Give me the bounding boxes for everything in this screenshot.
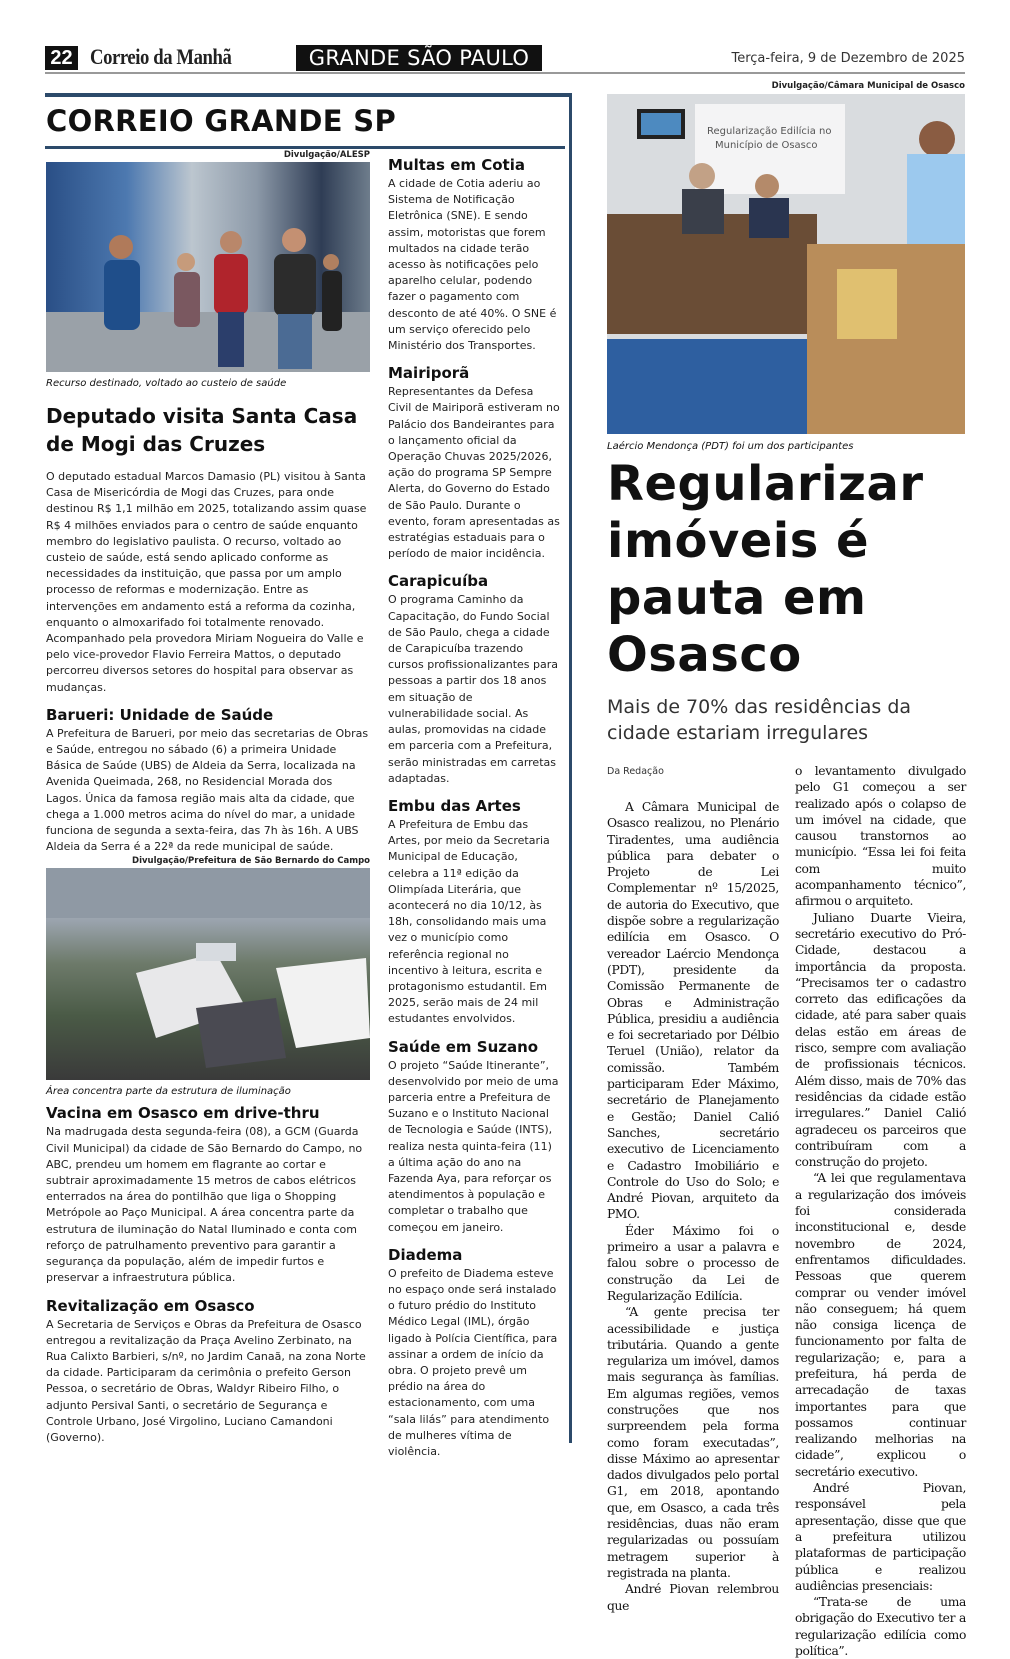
article-paragraph: “A gente precisa ter acessibilidade e justiça tributária. Quando a gente regulariza um imóvel, damos mais segurança às famílias. Em algumas regiões, vemos construções que nos surpreendem pela forma como foram executadas”, disse Máximo ao apresentar dados divulgados pelo portal G1, em 2018, apontando que, em Osasco, a cada três residências, duas não eram regularizadas ou possuíam metragem superior à registrada na planta. xyxy=(607,1305,779,1580)
vacina-body: Na madrugada desta segunda-feira (08), a GCM (Guarda Civil Municipal) da cidade de São Bernardo do Campo, no ABC, prendeu um homem em flagrante ao cortar e subtrair aproximadamente 15 metros de cabos elétricos enterrados na área do pontilhão que liga o Shopping Metrópole ao Paço Municipal. A área concentra parte da estrutura de iluminação do Natal Iluminado e conta com reforço de patrulhamento preventivo para garantir a segurança da população, além de impedir furtos e preservar a infraestrutura pública. xyxy=(46,1125,363,1285)
main-deck: Mais de 70% das residências da cidade estariam irregulares xyxy=(607,696,912,744)
photo-natal-iluminado xyxy=(46,868,370,1080)
brief-body: A cidade de Cotia aderiu ao Sistema de Notificação Eletrônica (SNE). E sendo assim, motoristas que forem multados na cidade terão acesso às notificações pelo aparelho celular, podendo fazer o pagamento com desconto de até 40%. O SNE é um serviço oferecido pelo Ministério dos Transportes. xyxy=(388,177,557,353)
vacina-title: Vacina em Osasco em drive-thru xyxy=(46,1104,320,1123)
svg-text:Município de Osasco: Município de Osasco xyxy=(715,140,818,151)
revit-title: Revitalização em Osasco xyxy=(46,1296,255,1315)
box-title: CORREIO GRANDE SP xyxy=(46,104,397,138)
aerial-illustration xyxy=(46,868,370,1080)
issue-date: Terça-feira, 9 de Dezembro de 2025 xyxy=(731,51,965,66)
article-paragraph: Éder Máximo foi o primeiro a usar a palavra e falou sobre o processo de construção da Lei de Regularização Edilícia. xyxy=(607,1223,779,1303)
article-paragraph: A Câmara Municipal de Osasco realizou, no Plenário Tiradentes, uma audiência pública para debater o Projeto de Lei Complementar nº 15/2025, de autoria do Executivo, que dispõe sobre a regularização edilícia em Osasco. O vereador Laércio Mendonça (PDT), presidente da Comissão Permanente de Obras e Administração Pública, presidiu a audiência e foi secretariado por Délbio Teruel (União), relator da comissão. Também participaram Eder Máximo, secretário de Planejamento e Gestão; Daniel Calió Sanches, secretário executivo de Licenciamento e Cadastro Imobiliário e Controle do Uso do Solo; e André Piovan, arquiteto da PMO. xyxy=(607,800,779,1222)
article-paragraph: “Trata-se de uma obrigação do Executivo ter a regularização edilícia como política”. xyxy=(795,1595,966,1659)
photo-caption: Recurso destinado, voltado ao custeio de saúde xyxy=(46,378,287,389)
box-right-border xyxy=(569,93,572,1443)
brief-body: O programa Caminho da Capacitação, do Fundo Social de São Paulo, chega a cidade de Carapicuíba trazendo cursos profissionalizantes para pessoas a partir dos 18 anos em situação de vulnerabilidade social. As aulas, promovidas na cidade em parceria com a Prefeitura, serão ministradas em carretas adaptadas. xyxy=(388,593,559,785)
article-paragraph: o levantamento divulgado pelo G1 começou a ser realizado após o colapso de um imóvel na cidade, que causou transtornos ao município. “Essa lei foi feita com muito acompanhamento técnico”, afirmou o arquiteto. xyxy=(795,764,966,909)
main-headline: Regularizar imóveis é pauta em Osasco xyxy=(607,456,924,683)
briefs-column xyxy=(388,146,560,1460)
revit-body: A Secretaria de Serviços e Obras da Prefeitura de Osasco entregou a revitalização da Praça Avelino Zerbinato, na Rua Calixto Barbieri, s/nº, no Jardim Canaã, na zona Norte da cidade. Participaram da cerimônia o prefeito Gerson Pessoa, o secretário de Obras, Waldyr Ribeiro Filho, o adjunto Persival Santi, o secretário de Segurança e Controle Urbano, José Virgolino, Luciano Camandoni (Governo). xyxy=(46,1317,366,1444)
section-title: GRANDE SÃO PAULO xyxy=(296,45,542,71)
brief-title: Diadema xyxy=(388,1245,463,1264)
article-paragraph: Juliano Duarte Vieira, secretário executivo do Pró-Cidade, destacou a importância da proposta. “Precisamos ter o cadastro correto das edificações da cidade, até para saber quais delas estão em áreas de risco, sempre com avaliação de profissionais técnicos. Além disso, mais de 70% das residências da cidade estão irregulares.” Daniel Calió agradeceu os parceiros que contribuíram com a construção do projeto. xyxy=(795,910,966,1170)
photo-audiencia-publica xyxy=(607,94,965,434)
header-divider xyxy=(45,72,965,74)
photo-credit: Divulgação/Prefeitura de São Bernardo do Campo xyxy=(132,856,370,867)
barueri-body: A Prefeitura de Barueri, por meio das secretarias de Obras e Saúde, entregou no sábado (6) a primeira Unidade Básica de Saúde (UBS) de Aldeia da Serra, localizada na Avenida Queimada, 268, no Residencial Morada dos Lagos. Única da famosa região mais alta da cidade, que chega a 1.000 metros acima do nível do mar, a unidade funciona de segunda a sexta-feira, das 7h às 16h. A UBS Aldeia da Serra é a 22ª da rede municipal de saúde. xyxy=(46,726,369,854)
masthead-logo: Correio da Manhã xyxy=(90,44,232,69)
barueri-title: Barueri: Unidade de Saúde xyxy=(46,705,274,724)
brief-title: Saúde em Suzano xyxy=(388,1037,539,1056)
left-column xyxy=(46,150,370,1446)
box-top-border xyxy=(45,93,572,97)
hearing-illustration xyxy=(607,94,965,434)
brief-body: Representantes da Defesa Civil de Mairiporã estiveram no Palácio dos Bandeirantes para o lançamento oficial da Operação Chuvas 2025/2026, ação do programa SP Sempre Alerta, do Governo do Estado de São Paulo. Durante o evento, foram apresentadas as estratégias estaduais para o período de maior incidência. xyxy=(388,385,560,561)
photo-credit: Divulgação/ALESP xyxy=(283,150,370,160)
photo-santa-casa-visit xyxy=(46,162,370,372)
photo-caption: Laércio Mendonça (PDT) foi um dos participantes xyxy=(607,441,854,452)
brief-body: O projeto “Saúde Itinerante”, desenvolvido por meio de uma parceria entre a Prefeitura de Suzano e o Instituto Nacional de Tecnologia e Saúde (INTS), realiza nesta quinta-feira (11) a última ação do ano na Fazenda Aya, para reforçar os atendimentos à população e completar o trabalho que começou em janeiro. xyxy=(388,1058,559,1234)
brief-title: Mairiporã xyxy=(388,364,470,383)
brief-title: Multas em Cotia xyxy=(388,156,525,174)
article-paragraph: André Piovan relembrou que xyxy=(607,1582,779,1613)
article-paragraph: André Piovan, responsável pela apresentação, disse que que a prefeitura utilizou plataformas de participação pública e realizou audiências presenciais: xyxy=(795,1481,966,1593)
photo-credit: Divulgação/Câmara Municipal de Osasco xyxy=(771,81,965,91)
brief-title: Carapicuíba xyxy=(388,572,489,591)
screen-text: Regularização Edilícia no xyxy=(707,126,832,137)
people-illustration xyxy=(46,162,370,372)
photo-caption: Área concentra parte da estrutura de iluminação xyxy=(46,1086,291,1098)
lead-body: O deputado estadual Marcos Damasio (PL) visitou à Santa Casa de Misericórdia de Mogi das Cruzes, para onde destinou R$ 1,1 milhão em 2025, totalizando assim quase R$ 4 milhões enviados para o centro de saúde enquanto membro do legislativo paulista. O recurso, voltado ao custeio de saúde, está sendo aplicado conforme as necessidades da instituição, que passa por um amplo processo de reformas e modernização. Entre as intervenções em andamento está a reforma da cozinha, enquanto o almoxarifado foi totalmente renovado. Acompanhado pela provedora Miriam Nogueira do Valle e pelo vice-provedor Flavio Ferreira Mattos, o deputado percorreu diversos setores do hospital para observar as mudanças. xyxy=(46,470,367,694)
article-column-2 xyxy=(795,763,966,1659)
article-column-1 xyxy=(607,795,779,1614)
brief-body: A Prefeitura de Embu das Artes, por meio da Secretaria Municipal de Educação, celebra a 11ª edição da Olimpíada Literária, que acontecerá no dia 10/12, às 18h, consolidando mais uma vez o município como referência regional no incentivo à leitura, escrita e protagonismo estudantil. Em 2025, serão mais de 24 mil estudantes envolvidos. xyxy=(388,817,550,1026)
byline: Da Redação xyxy=(607,766,664,777)
brief-body: O prefeito de Diadema esteve no espaço onde será instalado o futuro prédio do Instituto Médico Legal (IML), órgão ligado à Polícia Científica, para assinar a ordem de início da obra. O projeto prevê um prédio na área do estacionamento, com uma “sala lilás” para atendimento de mulheres vítima de violência. xyxy=(388,1266,558,1459)
article-paragraph: “A lei que regulamentava a regularização dos imóveis foi considerada inconstitucional e, desde novembro de 2024, enfrentamos dificuldades. Pessoas que querem comprar ou vender imóvel não conseguem; há quem não consiga licença de funcionamento por falta de regularização; e, para a prefeitura, há perda de arrecadação de taxas importantes para que possamos continuar realizando melhorias na cidade”, explicou o secretário executivo. xyxy=(795,1171,966,1479)
lead-headline: Deputado visita Santa Casa de Mogi das Cruzes xyxy=(46,404,358,456)
page-number: 22 xyxy=(45,46,78,70)
brief-title: Embu das Artes xyxy=(388,796,521,815)
